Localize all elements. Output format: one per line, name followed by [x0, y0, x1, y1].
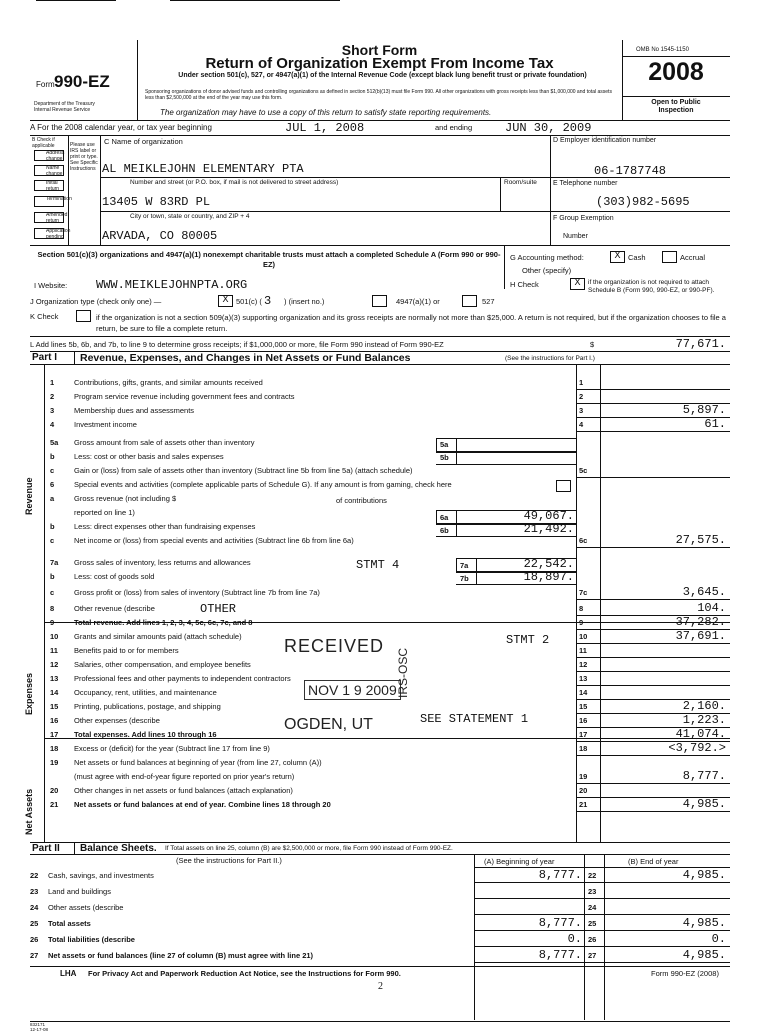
part1-see: (See the instructions for Part I.): [505, 355, 595, 362]
gross-receipts-value: 77,671.: [675, 337, 726, 351]
part1-line-col: 5c: [579, 466, 588, 475]
form-number: 990-EZ: [54, 72, 110, 91]
part1-line-number: 8: [50, 604, 55, 613]
part1-line-number: c: [50, 536, 55, 545]
j-527-text: 527: [482, 297, 495, 306]
part1-line-number: 4: [50, 420, 55, 429]
j-501c-text: 501(c) (: [236, 297, 262, 306]
accrual-label: Accrual: [680, 253, 706, 262]
part1-line-value: 3,645.: [682, 585, 726, 599]
part1-line-col: 18: [579, 744, 588, 753]
part2-line-col: 24: [588, 903, 597, 912]
part1-line-text: Net income or (loss) from special events and activities (Subtract line 6b from line 6a): [74, 536, 354, 545]
k-check-label: K Check: [30, 312, 59, 321]
part1-line-number: a: [50, 494, 55, 503]
part1-line-text: Less: direct expenses other than fundraising expenses: [74, 522, 256, 531]
part1-row-rule: [576, 643, 730, 644]
part1-line-number: 5a: [50, 438, 59, 447]
b-item-application: Application pending: [46, 228, 71, 240]
part1-row-rule: [576, 657, 730, 658]
part2-line-text: Total liabilities (describe: [48, 935, 135, 944]
part1-row-rule: [576, 599, 730, 600]
part1-line-text: reported on line 1): [74, 508, 135, 517]
accrual-checkbox[interactable]: [662, 251, 677, 263]
part1-line-value: 1,223.: [682, 713, 726, 727]
j-4947-text: 4947(a)(1) or: [396, 297, 440, 306]
stmt4-ref: STMT 4: [356, 558, 400, 572]
part2-col-a-value: 0.: [567, 932, 582, 946]
part1-line-text: Net assets or fund balances at beginning of year (from line 27, column (A)): [74, 758, 322, 767]
col-a-header: (A) Beginning of year: [484, 857, 555, 866]
part1-line-number: c: [50, 588, 55, 597]
stamp-side: IRS-OSC: [396, 647, 410, 698]
tax-year: 2008: [648, 58, 704, 86]
part1-line-text: Net assets or fund balances at end of year. Combine lines 18 through 20: [74, 800, 331, 809]
part1-line-number: 3: [50, 406, 55, 415]
mid-7b-value: 18,897.: [523, 570, 574, 584]
g-accounting-label: G Accounting method:: [510, 253, 584, 262]
527-checkbox[interactable]: [462, 295, 477, 307]
part2-line-col: 23: [588, 887, 597, 896]
check-if-applicable: B Check if applicable: [32, 137, 55, 149]
part1-line-col: 19: [579, 772, 588, 781]
cash-checkbox[interactable]: X: [610, 251, 625, 263]
part1-line-col: 6c: [579, 536, 588, 545]
part1-line-text: Gross amount from sale of assets other than inventory: [74, 438, 255, 447]
part1-line-number: b: [50, 452, 55, 461]
form-label: Form: [36, 80, 55, 89]
part1-line-number: b: [50, 572, 55, 581]
part1-line-col: 11: [579, 646, 587, 655]
b-item-address: Address change: [46, 150, 65, 162]
part1-line-number: 21: [50, 800, 59, 809]
part1-line-col: 3: [579, 406, 584, 415]
open-to-public: Open to Public Inspection: [651, 99, 701, 114]
and-ending-label: and ending: [435, 123, 473, 132]
part2-line-text: Total assets: [48, 919, 91, 928]
part1-line-number: 13: [50, 674, 59, 683]
part2-row-rule: [474, 898, 730, 899]
part1-line-text: Gross revenue (not including $: [74, 494, 177, 503]
part1-line-col: 21: [579, 800, 588, 809]
h-text: if the organization is not required to attach Schedule B (Form 990, 990-EZ, or 990-PF).: [588, 279, 715, 294]
part1-line-col: 12: [579, 660, 588, 669]
part2-line-col: 22: [588, 871, 597, 880]
stamp-date: NOV 1 9 2009: [304, 680, 401, 700]
part1-line-value: 8,777.: [682, 769, 726, 783]
part1-line-number: 19: [50, 758, 59, 767]
f-group-label: F Group Exemption: [553, 215, 614, 222]
part1-line-number: 15: [50, 702, 59, 711]
b-item-name: Name change: [46, 165, 63, 177]
part2-line-col: 25: [588, 919, 597, 928]
city-label: City or town, state or country, and ZIP + 4: [130, 213, 250, 220]
dept-irs: Internal Revenue Service: [34, 107, 91, 113]
j-org-type-label: J Organization type (check only one) —: [30, 297, 162, 306]
footer-form-ref: Form 990-EZ (2008): [651, 969, 719, 978]
part1-line-number: 17: [50, 730, 59, 739]
part1-line-col: 20: [579, 786, 588, 795]
part1-line-number: 7a: [50, 558, 59, 567]
part1-line-number: 16: [50, 716, 59, 725]
received-stamp: [284, 636, 424, 746]
b-item-amended: Amended return: [46, 212, 68, 224]
part2-line-text: Other assets (describe: [48, 903, 124, 912]
part1-line-number: 12: [50, 660, 59, 669]
part2-line-number: 26: [30, 935, 39, 944]
part1-line-text: Total revenue. Add lines 1, 2, 3, 4, 5c, 6c, 7c, and 8: [74, 618, 253, 627]
part2-col-b-value: 4,985.: [682, 916, 726, 930]
part1-line-col: 9: [579, 618, 584, 627]
part2-row-rule: [474, 882, 730, 883]
part2-line-number: 24: [30, 903, 39, 912]
part1-line-number: 10: [50, 632, 59, 641]
i-website-label: I Website:: [34, 281, 68, 290]
expenses-side-label: Expenses: [24, 672, 34, 715]
section-501c3-note: Section 501(c)(3) organizations and 4947(a)(1) nonexempt charitable trusts must attach a completed Schedule A (Form 990 or 990-EZ): [37, 250, 501, 269]
part2-line-col: 27: [588, 951, 597, 960]
part1-line-value: 37,691.: [675, 629, 726, 643]
k-checkbox[interactable]: [76, 310, 91, 322]
room-suite-label: Room/suite: [504, 179, 537, 186]
part1-line-col: 10: [579, 632, 588, 641]
part2-line-col: 26: [588, 935, 597, 944]
part1-line-text: Printing, publications, postage, and shipping: [74, 702, 221, 711]
part1-line-number: c: [50, 466, 55, 475]
part1-label: Part I: [32, 352, 58, 363]
part1-title: Revenue, Expenses, and Changes in Net Assets or Fund Balances: [80, 352, 411, 364]
part1-line-col: 1: [579, 378, 584, 387]
part1-line-value: 5,897.: [682, 403, 726, 417]
cash-label: Cash: [628, 253, 646, 262]
part2-col-b-value: 4,985.: [682, 948, 726, 962]
mid-5a-label: 5a: [440, 440, 449, 449]
sponsoring-note: Sponsoring organizations of donor advised funds and controlling organizations as defined in section 512(b)(13) must file Form 990. All other organizations with gross receipts less than $1,000,000 and total assets less than $2,500,000 at the end of the year may use this form.: [145, 89, 612, 101]
mid-5b-label: 5b: [440, 453, 449, 462]
street-label: Number and street (or P.O. box, if mail is not delivered to street address): [130, 179, 339, 186]
part1-row-rule: [576, 783, 730, 784]
omb-number: OMB No 1545-1150: [636, 47, 689, 53]
schedule-b-checkbox[interactable]: X: [570, 278, 585, 290]
part1-line-text: Gain or (loss) from sale of assets other than inventory (Subtract line 5b from line 5a) (attach schedule): [74, 466, 413, 475]
other-specify-label: Other (specify): [522, 266, 572, 275]
part1-line-text: Gross sales of inventory, less returns and allowances: [74, 558, 251, 567]
page-number: 2: [378, 981, 383, 992]
stmt2-ref: STMT 2: [506, 633, 550, 647]
part1-line-text: Other changes in net assets or fund balances (attach explanation): [74, 786, 293, 795]
part1-line-text: Special events and activities (complete applicable parts of Schedule G). If any amount is from gaming, check here: [74, 480, 452, 489]
footer-notice: For Privacy Act and Paperwork Reduction Act Notice, see the Instructions for Form 990.: [88, 969, 401, 978]
part1-row-rule: [576, 685, 730, 686]
part2-title: Balance Sheets.: [80, 843, 157, 854]
c-name-label: C Name of organization: [104, 137, 183, 146]
part1-line-number: 11: [50, 646, 58, 655]
part2-row-rule: [474, 914, 730, 915]
501c-checkbox[interactable]: X: [218, 295, 233, 307]
part2-col-a-value: 8,777.: [538, 948, 582, 962]
part1-row-rule: [576, 389, 730, 390]
part1-line-value: <3,792.>: [668, 741, 726, 755]
part1-line-value: 2,160.: [682, 699, 726, 713]
part2-row-rule: [474, 930, 730, 931]
gaming-checkbox[interactable]: [556, 480, 571, 492]
part2-line-number: 27: [30, 951, 39, 960]
part1-line-value: 37,282.: [675, 615, 726, 629]
part1-line-text: Excess or (deficit) for the year (Subtract line 17 from line 9): [74, 744, 270, 753]
footer-code: 832171 12-17-08: [30, 1022, 49, 1032]
line-a-label: A For the 2008 calendar year, or tax year beginning: [30, 123, 212, 132]
part1-row-rule: [576, 547, 730, 548]
stamp-received: RECEIVED: [284, 636, 385, 656]
part1-row-rule: [576, 431, 730, 432]
form-title: Return of Organization Exempt From Income Tax: [205, 55, 554, 72]
part1-line-value: 4,985.: [682, 797, 726, 811]
part2-line-number: 25: [30, 919, 39, 928]
tax-year-begin: JUL 1, 2008: [285, 121, 365, 135]
d-ein-label: D Employer identification number: [553, 137, 657, 144]
mid-7a-label: 7a: [460, 561, 469, 570]
part2-row-rule: [474, 946, 730, 947]
b-item-initial: Initial return: [46, 180, 60, 192]
part1-line-col: 4: [579, 420, 584, 429]
col-b-header: (B) End of year: [628, 857, 679, 866]
part1-line-number: b: [50, 522, 55, 531]
part1-line-number: 9: [50, 618, 55, 627]
mid-7a-value: 22,542.: [523, 557, 574, 571]
part1-line-col: 8: [579, 604, 584, 613]
part1-line-number: 20: [50, 786, 59, 795]
part1-line-number: 18: [50, 744, 59, 753]
footer-lha: LHA: [60, 969, 77, 978]
part2-row-rule: [474, 962, 730, 963]
part2-col-a-value: 8,777.: [538, 916, 582, 930]
part1-line-text: Investment income: [74, 420, 137, 429]
part1-line-col: 15: [579, 702, 588, 711]
part2-label: Part II: [32, 843, 60, 854]
organization-name: AL MEIKLEJOHN ELEMENTARY PTA: [102, 162, 304, 176]
part2-line-text: Net assets or fund balances (line 27 of column (B) must agree with line 21): [48, 951, 314, 960]
part2-bottom-rule: [30, 966, 730, 967]
part1-line-number: 14: [50, 688, 59, 697]
part1-line-text: Salaries, other compensation, and employee benefits: [74, 660, 251, 669]
part1-line-number: 2: [50, 392, 55, 401]
please-use-label: Please use IRS label or print or type. See Specific Instructions: [70, 142, 98, 172]
short-form-label: Short Form: [341, 42, 418, 58]
part1-line-text: Other expenses (describe: [74, 716, 160, 725]
part1-line-value: 41,074.: [675, 727, 726, 741]
part1-row-rule: [576, 477, 730, 478]
mid-6a-label: 6a: [440, 513, 449, 522]
b-item-termination: Termination: [46, 196, 72, 202]
e-phone-label: E Telephone number: [553, 180, 618, 187]
part1-line-text: Total expenses. Add lines 10 through 16: [74, 730, 217, 739]
j-insert-text: ) (insert no.): [284, 297, 325, 306]
part1-line-text: Grants and similar amounts paid (attach schedule): [74, 632, 242, 641]
dept-treasury: Department of the Treasury: [34, 101, 95, 107]
part1-line-text: Gross profit or (loss) from sales of inventory (Subtract line 7b from line 7a): [74, 588, 320, 597]
j-501c-code: 3: [264, 294, 272, 308]
part2-line-text: Land and buildings: [48, 887, 111, 896]
city-state-zip: ARVADA, CO 80005: [102, 229, 218, 243]
part1-line-text: Professional fees and other payments to independent contractors: [74, 674, 291, 683]
state-note: The organization may have to use a copy of this return to satisfy state reporting requirements.: [160, 108, 492, 117]
part1-line-text: Benefits paid to or for members: [74, 646, 179, 655]
part1-line-col: 16: [579, 716, 588, 725]
ein-value: 06-1787748: [594, 164, 667, 178]
k-text: if the organization is not a section 509(a)(3) supporting organization and its gross receipts are normally not more than $25,000. A return is not required, but if the organization chooses to file a return, be sure to file a complete return.: [96, 313, 726, 333]
mid-6b-label: 6b: [440, 526, 449, 535]
part1-row-rule: [576, 755, 730, 756]
part2-note: If Total assets on line 25, column (B) are $2,500,000 or more, file Form 990 instead of Form 990-EZ.: [165, 845, 453, 852]
see-statement1-ref: SEE STATEMENT 1: [420, 712, 529, 726]
stamp-city: OGDEN, UT: [284, 716, 373, 733]
l-dollar: $: [590, 340, 595, 349]
l-gross-receipts-text: L Add lines 5b, 6b, and 7b, to line 9 to determine gross receipts; if $1,000,000 or more, file Form 990 instead of Form 990-EZ: [30, 340, 444, 349]
net-assets-side-label: Net Assets: [24, 788, 34, 835]
part1-line-text: Less: cost of goods sold: [74, 572, 155, 581]
part1-line-col: 14: [579, 688, 588, 697]
part1-line-text: Program service revenue including government fees and contracts: [74, 392, 295, 401]
phone-value: (303)982-5695: [596, 195, 690, 209]
part1-line-col: 7c: [579, 588, 588, 597]
part2-line-number: 23: [30, 887, 39, 896]
part1-line-number: 1: [50, 378, 55, 387]
part2-line-text: Cash, savings, and investments: [48, 871, 154, 880]
part1-row-rule: [576, 671, 730, 672]
part1-line-value: 27,575.: [675, 533, 726, 547]
part1-line-number: 6: [50, 480, 55, 489]
part1-line-text: Membership dues and assessments: [74, 406, 195, 415]
street-address: 13405 W 83RD PL: [102, 195, 211, 209]
part2-line-number: 22: [30, 871, 39, 880]
h-check-label: H Check: [510, 280, 539, 289]
website-value[interactable]: WWW.MEIKLEJOHNPTA.ORG: [96, 278, 248, 292]
tax-year-end: JUN 30, 2009: [505, 121, 592, 135]
part1-line-text: Less: cost or other basis and sales expenses: [74, 452, 224, 461]
part1-line-value: 61.: [704, 417, 726, 431]
part1-line-text: (must agree with end-of-year figure reported on prior year's return): [74, 772, 295, 781]
part1-row-rule: [576, 811, 730, 812]
form-subtitle: Under section 501(c), 527, or 4947(a)(1) of the Internal Revenue Code (except black lung benefit trust or private foundation): [178, 72, 587, 79]
part2-col-a-value: 8,777.: [538, 868, 582, 882]
part2-see: (See the instructions for Part II.): [176, 856, 282, 865]
part1-line-col: 17: [579, 730, 588, 739]
part1-line-value: 104.: [697, 601, 726, 615]
of-contributions-label: of contributions: [336, 496, 387, 505]
revenue-side-label: Revenue: [24, 477, 34, 515]
mid-6b-value: 21,492.: [523, 522, 574, 536]
part1-line-col: 13: [579, 674, 588, 683]
4947-checkbox[interactable]: [372, 295, 387, 307]
f-number-label: Number: [563, 233, 588, 240]
other-revenue-desc: OTHER: [200, 602, 237, 616]
mid-7b-label: 7b: [460, 574, 469, 583]
part1-line-text: Other revenue (describe: [74, 604, 155, 613]
mid-6a-value: 49,067.: [523, 509, 574, 523]
part1-line-text: Contributions, gifts, grants, and similar amounts received: [74, 378, 263, 387]
part1-line-col: 2: [579, 392, 584, 401]
part2-col-b-value: 0.: [711, 932, 726, 946]
part1-line-text: Occupancy, rent, utilities, and maintenance: [74, 688, 217, 697]
part2-col-b-value: 4,985.: [682, 868, 726, 882]
